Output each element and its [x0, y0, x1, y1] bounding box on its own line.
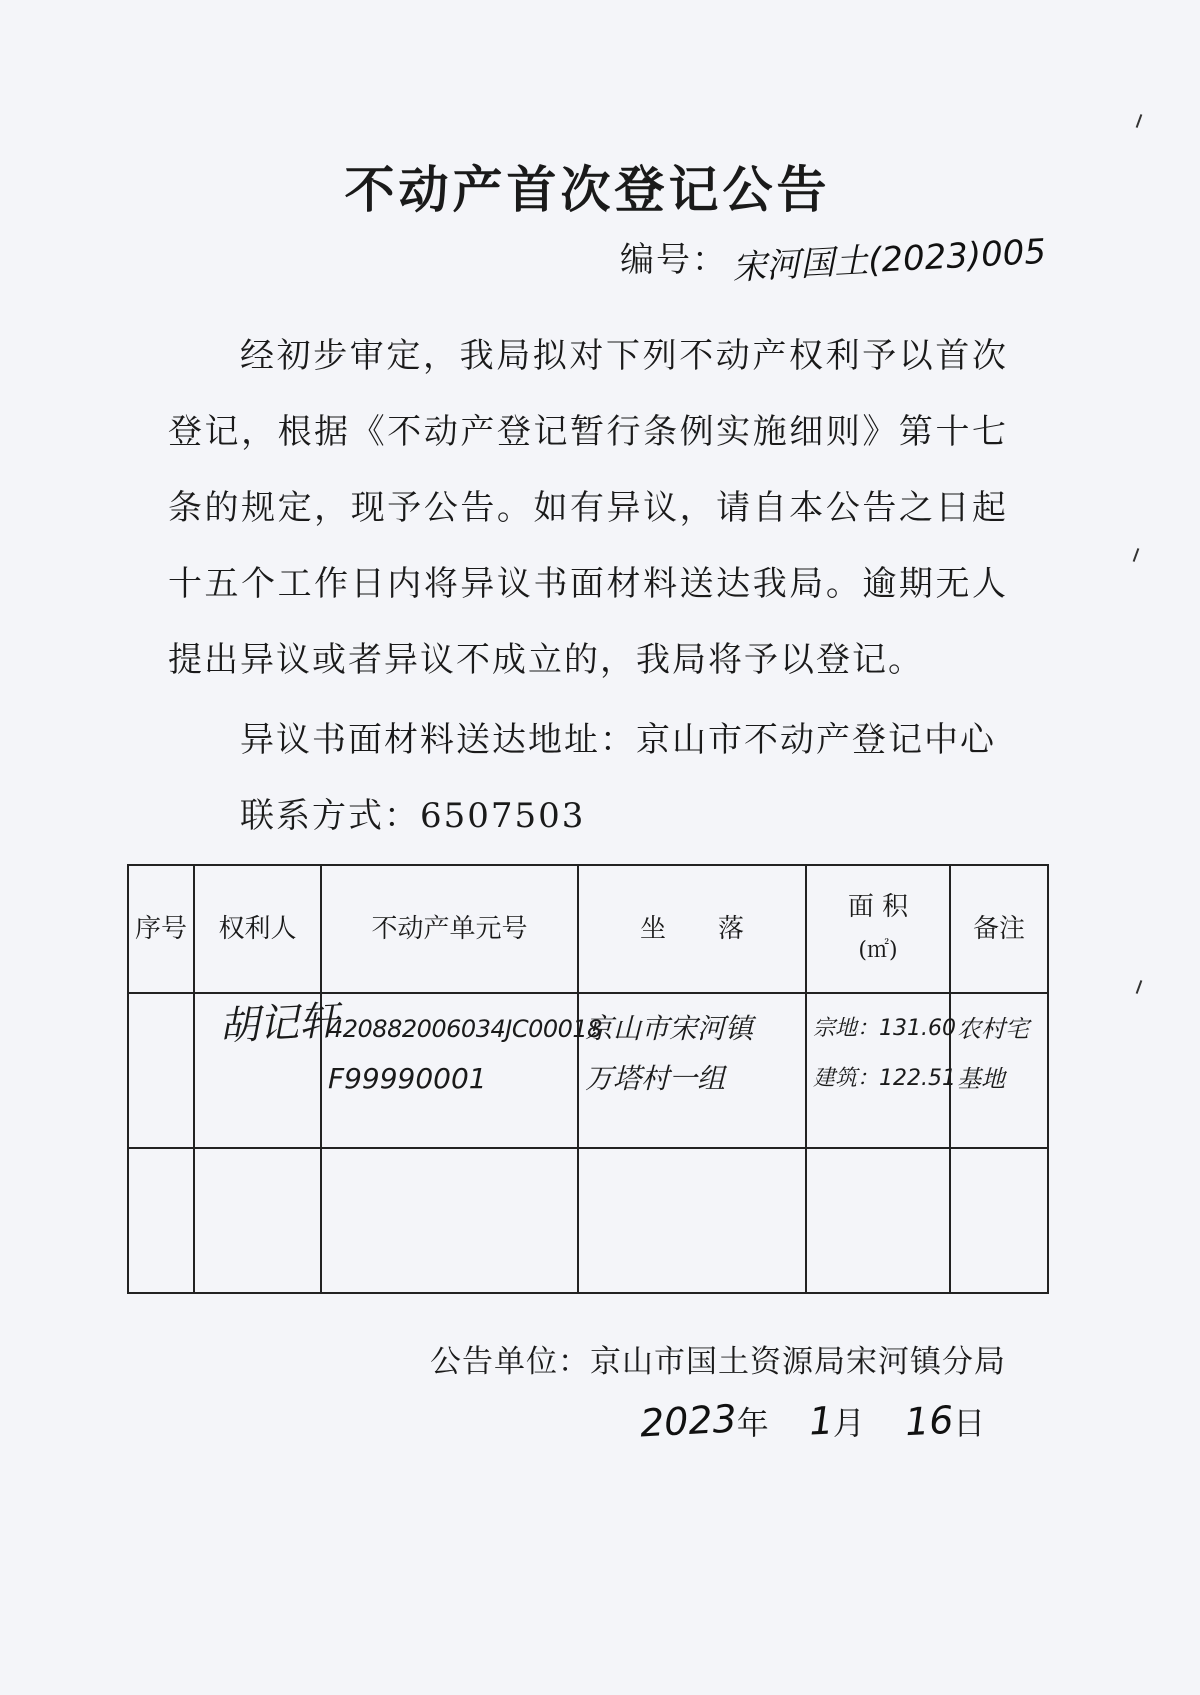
scan-mark: [1136, 114, 1143, 128]
unit-number-line-1: 420882006034JC00018: [328, 1015, 602, 1043]
cell-area: [806, 993, 956, 1148]
scan-mark: [1133, 548, 1140, 562]
location-line-1: 京山市宋河镇: [585, 1012, 754, 1045]
header-area: [806, 865, 950, 993]
cell-unit-number: [321, 993, 602, 1148]
date-year-suffix: 年: [736, 1404, 769, 1442]
registration-table: [127, 864, 1049, 1294]
objection-address: 异议书面材料送达地址：京山市不动产登记中心: [240, 720, 996, 760]
cell-empty: [806, 1148, 950, 1293]
header-holder: 权利人: [194, 865, 321, 993]
cell-holder: [194, 993, 341, 1148]
document-number-value: 宋河国土(2023)005: [731, 231, 1047, 289]
cell-location: [578, 993, 806, 1148]
location-line-2: 万塔村一组: [585, 1062, 726, 1095]
cell-seq: [128, 993, 194, 1148]
header-note: 备注: [950, 865, 1048, 993]
holder-name: 胡记轩: [217, 997, 341, 1051]
document-number-label: 编号：: [620, 240, 728, 280]
date-month-suffix: 月: [832, 1404, 865, 1442]
document-number: [620, 231, 1047, 289]
date-year: 2023: [638, 1396, 738, 1446]
body-paragraph: 经初步审定，我局拟对下列不动产权利予以首次登记，根据《不动产登记暂行条例实施细则》第十七条的规定，现予公告。如有异议，请自本公告之日起十五个工作日内将异议书面材料送达我局。逾期无人提出异议或者异议不成立的，我局将予以登记。: [168, 336, 1008, 680]
cell-note: [950, 993, 1048, 1148]
header-unit-number: 不动产单元号: [321, 865, 578, 993]
cell-empty: [578, 1148, 806, 1293]
unit-number-line-2: F99990001: [328, 1062, 487, 1095]
cell-empty: [194, 1148, 321, 1293]
area-building: 建筑：122.51: [813, 1066, 956, 1091]
contact-info: 联系方式：6507503: [240, 796, 586, 836]
date-day: 16: [903, 1397, 955, 1445]
table-row: [128, 993, 1048, 1148]
announcement-date: [640, 1398, 985, 1444]
header-seq: 序号: [128, 865, 194, 993]
header-area-unit: (㎡): [858, 938, 898, 963]
cell-empty: [950, 1148, 1048, 1293]
cell-empty: [128, 1148, 194, 1293]
page-title: 不动产首次登记公告: [344, 161, 831, 219]
date-day-suffix: 日: [953, 1404, 986, 1442]
note-line-1: 农村宅: [957, 1015, 1029, 1043]
announcement-body: [168, 318, 1008, 698]
scan-mark: [1136, 980, 1143, 994]
date-month: 1: [807, 1398, 835, 1444]
note-line-2: 基地: [957, 1065, 1005, 1093]
table-header-row: [128, 865, 1048, 993]
area-land: 宗地：131.60: [813, 1016, 956, 1041]
issuing-unit: 公告单位：京山市国土资源局宋河镇分局: [430, 1344, 1006, 1380]
cell-empty: [321, 1148, 578, 1293]
table-row: [128, 1148, 1048, 1293]
header-location: 坐 落: [578, 865, 806, 993]
header-area-label: 面 积: [847, 892, 909, 922]
